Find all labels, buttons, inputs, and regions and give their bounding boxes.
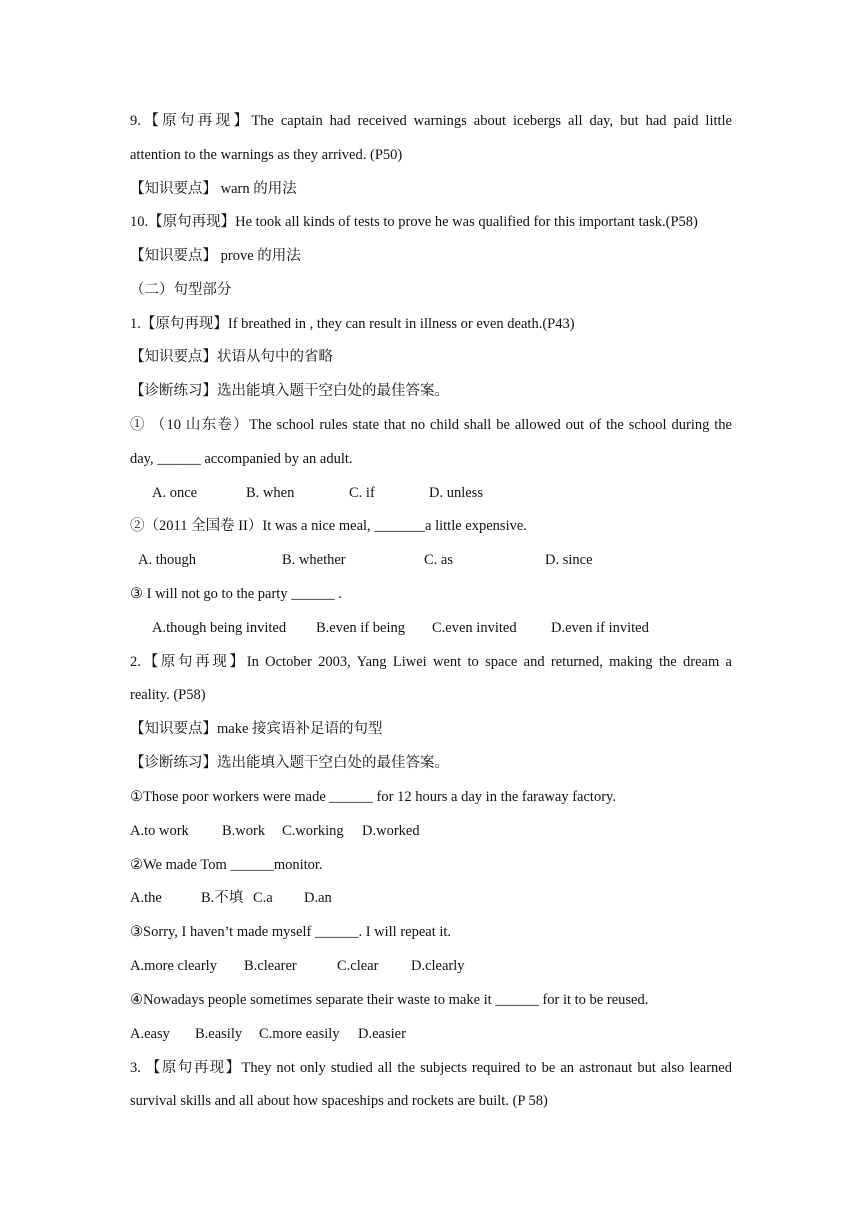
option-a: A.more clearly: [130, 958, 217, 974]
s1-knowledge-point: 【知识要点】状语从句中的省略: [130, 349, 333, 365]
option-c: C.even invited: [432, 620, 517, 636]
option-d: D.an: [304, 890, 332, 906]
option-a: A. though: [138, 552, 196, 568]
option-c: C.more easily: [259, 1026, 340, 1042]
option-b: B.easily: [195, 1026, 243, 1042]
option-b: B.clearer: [244, 958, 297, 974]
q10-knowledge-point: 【知识要点】 prove 的用法: [130, 248, 301, 264]
option-b: B.work: [222, 823, 266, 839]
s1-diagnosis-instruction: 【诊断练习】选出能填入题干空白处的最佳答案。: [130, 383, 449, 399]
q9-knowledge-point: 【知识要点】 warn 的用法: [130, 181, 297, 197]
option-b: B.even if being: [316, 620, 405, 636]
option-c: C.clear: [337, 958, 379, 974]
s3-sentence-line2: survival skills and all about how spaceships and rockets are built. (P 58): [130, 1093, 548, 1109]
s2-question4: ④Nowadays people sometimes separate their waste to make it ______ for it to be reused.: [130, 992, 649, 1008]
s3-sentence-line1: 3. 【原句再现】They not only studied all the subjects required to be an astronaut but also learned: [130, 1060, 732, 1076]
option-d: D.easier: [358, 1026, 406, 1042]
option-b: B. when: [246, 485, 295, 501]
option-b: B. whether: [282, 552, 346, 568]
option-a: A.though being invited: [152, 620, 287, 636]
s2-question3: ③Sorry, I haven’t made myself ______. I will repeat it.: [130, 924, 452, 940]
option-d: D.even if invited: [551, 620, 649, 636]
option-b: B.不填: [201, 890, 244, 906]
option-c: C. if: [349, 485, 375, 501]
s2-sentence-line1: 2.【原句再现】In October 2003, Yang Liwei went to space and returned, making the dream a: [130, 654, 732, 670]
s1-question1-line1: ① （10 山东卷）The school rules state that no child shall be allowed out of the school during the: [130, 417, 732, 433]
option-a: A.the: [130, 890, 162, 906]
option-c: C.a: [253, 890, 273, 906]
s2-diagnosis-instruction: 【诊断练习】选出能填入题干空白处的最佳答案。: [130, 755, 449, 771]
s1-sentence: 1.【原句再现】If breathed in , they can result in illness or even death.(P43): [130, 316, 575, 332]
q10-sentence: 10.【原句再现】He took all kinds of tests to prove he was qualified for this important task.(P58): [130, 214, 698, 230]
option-c: C. as: [424, 552, 453, 568]
s2-knowledge-point: 【知识要点】make 接宾语补足语的句型: [130, 721, 383, 737]
option-d: D. since: [545, 552, 593, 568]
section-heading: （二）句型部分: [130, 282, 232, 298]
option-d: D.worked: [362, 823, 420, 839]
s2-question1: ①Those poor workers were made ______ for 12 hours a day in the faraway factory.: [130, 789, 616, 805]
s1-question3: ③ I will not go to the party ______ .: [130, 586, 342, 602]
q9-sentence-line2: attention to the warnings as they arrived. (P50): [130, 147, 403, 163]
option-a: A.to work: [130, 823, 189, 839]
option-d: D.clearly: [411, 958, 465, 974]
s2-sentence-line2: reality. (P58): [130, 687, 206, 703]
option-a: A.easy: [130, 1026, 170, 1042]
q9-sentence-line1: 9.【原句再现】The captain had received warnings about icebergs all day, but had paid little: [130, 113, 732, 129]
option-d: D. unless: [429, 485, 483, 501]
s1-question1-line2: day, ______ accompanied by an adult.: [130, 451, 353, 467]
s1-question2: ②（2011 全国卷 II）It was a nice meal, _______a little expensive.: [130, 518, 527, 534]
option-a: A. once: [152, 485, 198, 501]
option-c: C.working: [282, 823, 344, 839]
s2-question2: ②We made Tom ______monitor.: [130, 857, 323, 873]
